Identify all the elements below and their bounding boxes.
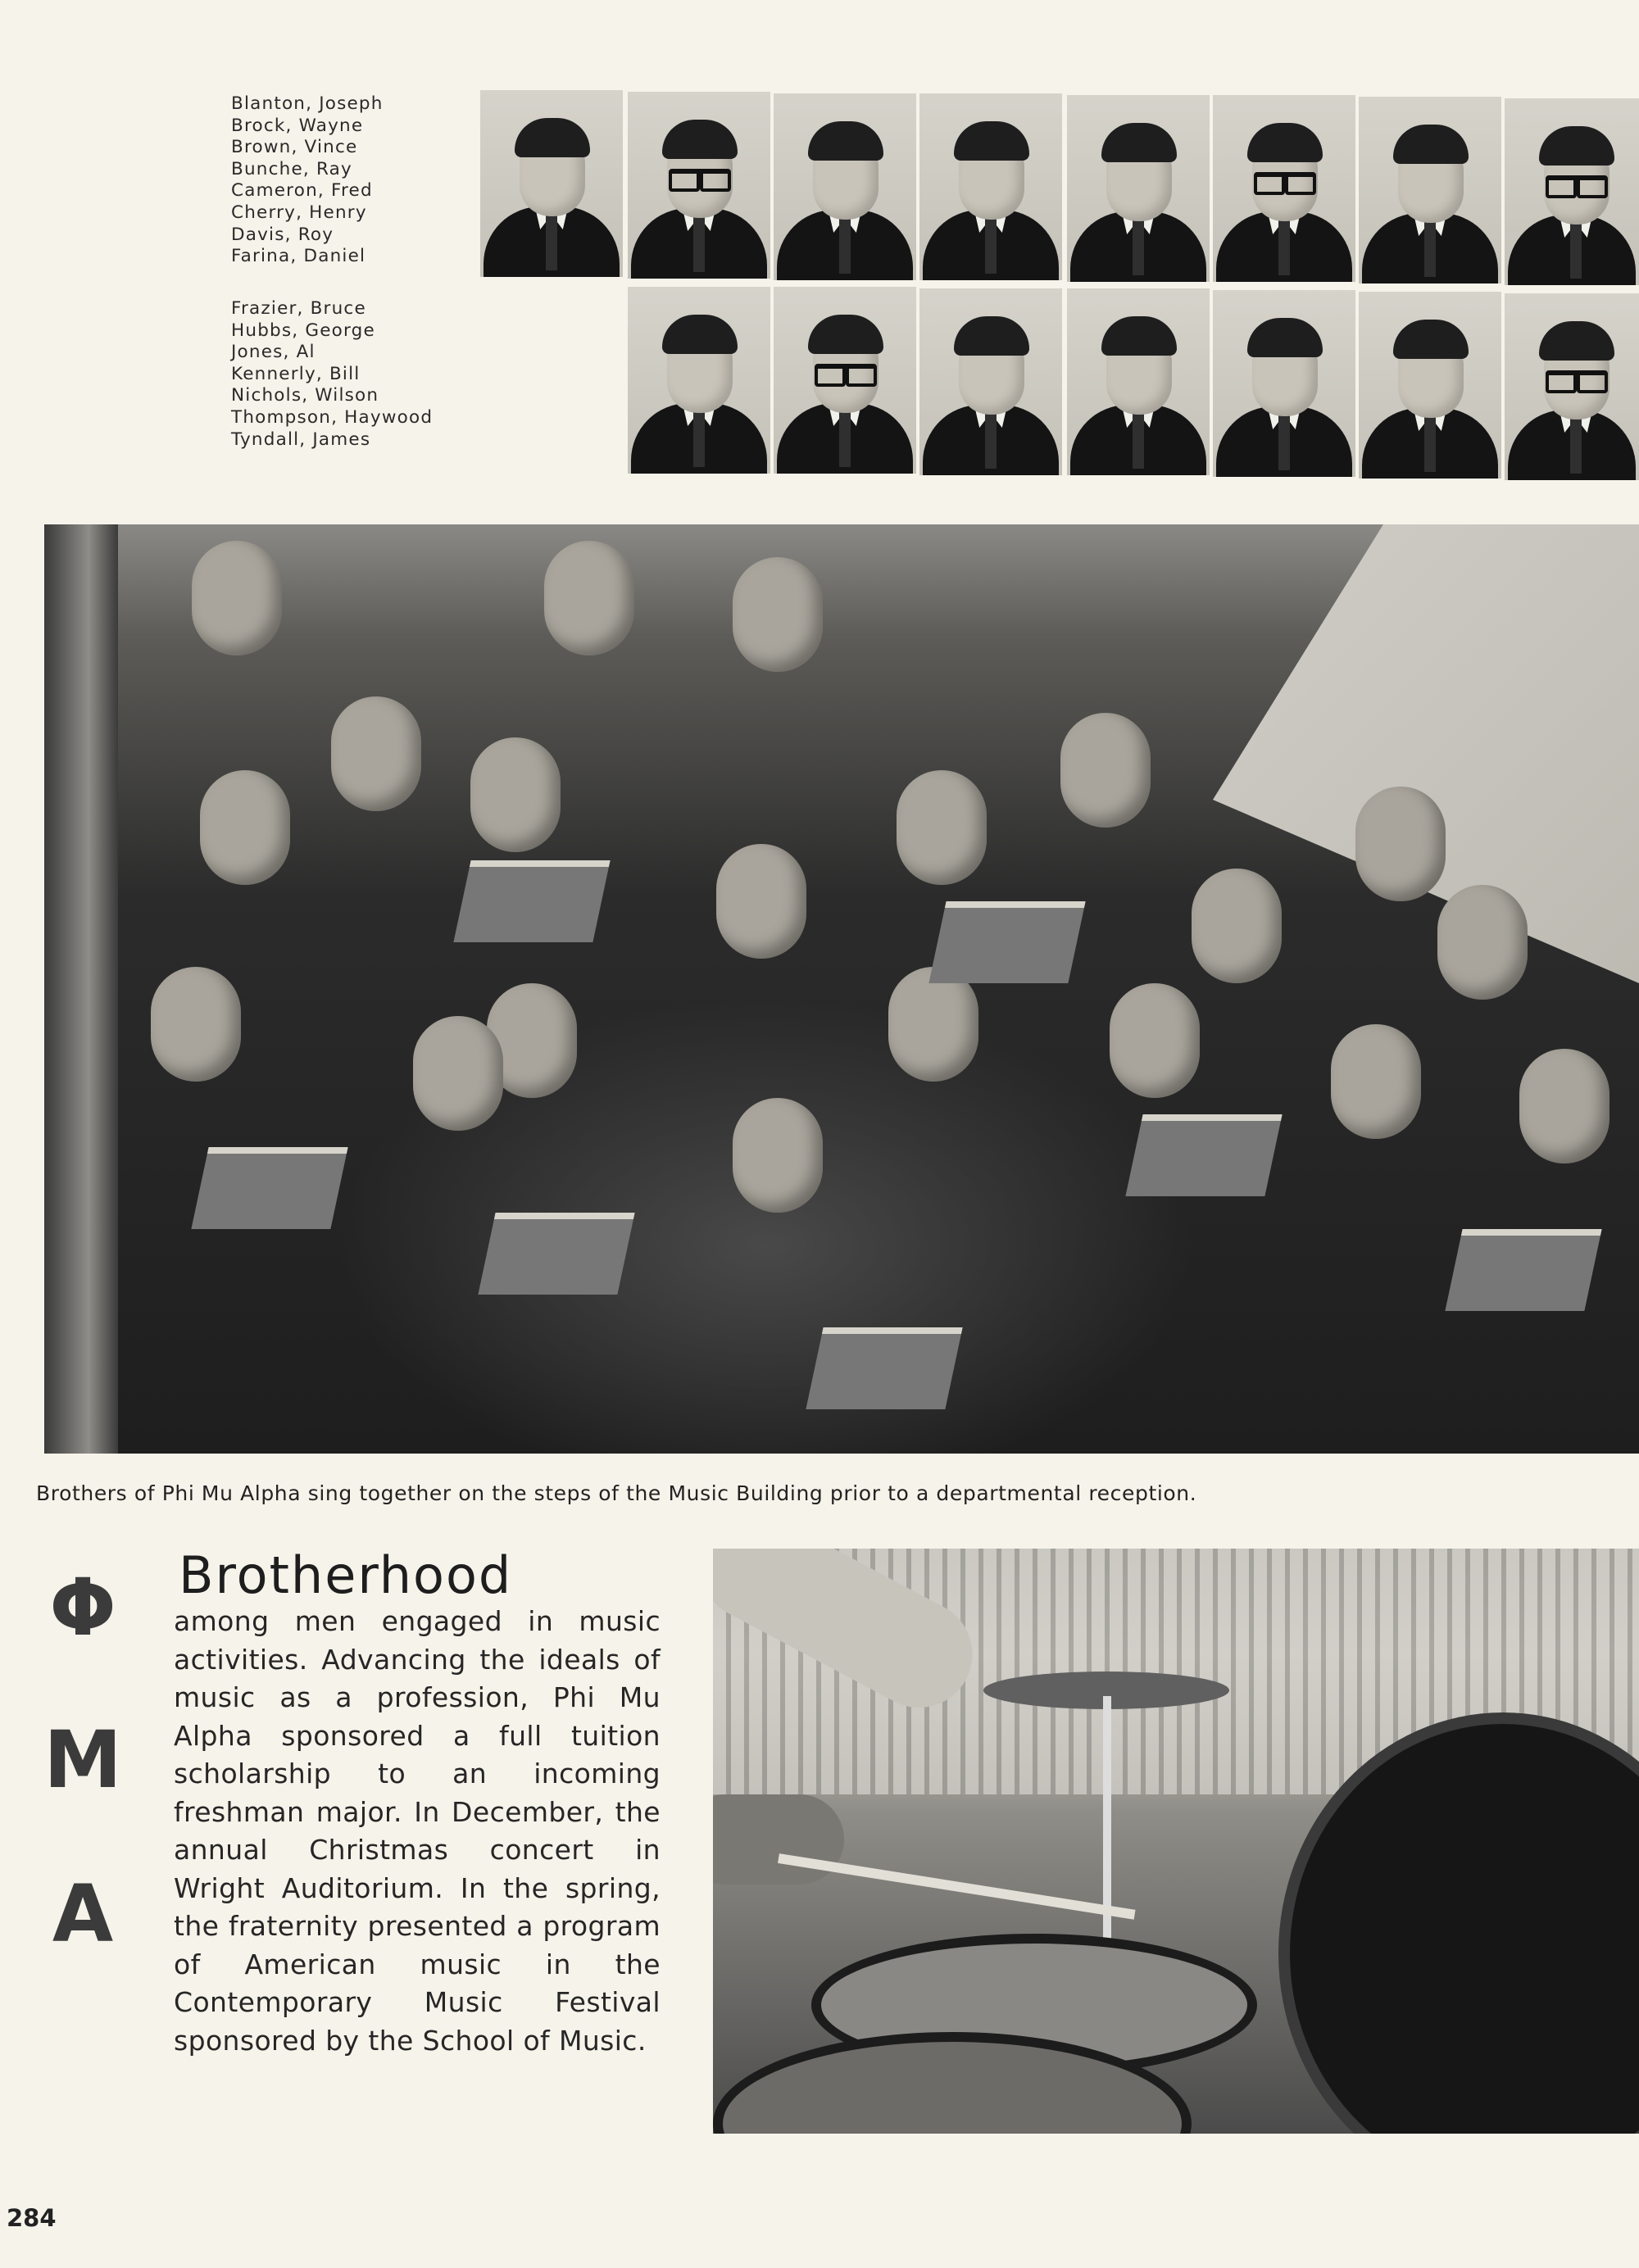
roster-name: Tyndall, James (231, 429, 371, 450)
portrait-photo (919, 288, 1062, 475)
roster-name: Farina, Daniel (231, 246, 366, 267)
portrait-photo (1067, 95, 1210, 282)
choir-photo-caption: Brothers of Phi Mu Alpha sing together on the steps of the Music Building prior to a departmental reception. (36, 1481, 1197, 1505)
roster-name: Kennerly, Bill (231, 363, 361, 384)
portrait-photo (774, 287, 916, 474)
portrait-photo (919, 93, 1062, 280)
portrait-photo (1505, 98, 1639, 285)
roster-list-group-two (231, 298, 477, 451)
roster-name: Brown, Vince (231, 137, 358, 158)
greek-letter-alpha: A (52, 1868, 114, 1960)
article-body: among men engaged in music activities. Advancing the ideals of music as a profession, Phi Mu Alpha sponsored a full tuition scholarship to an incoming freshman major. In December, the annual Christmas concert in Wright Auditorium. In the spring, the fraternity presented a program of American music in the Contemporary Music Festival sponsored by the School of Music. (174, 1605, 661, 2057)
roster-name: Cameron, Fred (231, 180, 373, 202)
roster-name: Blanton, Joseph (231, 93, 384, 114)
portrait-photo (1213, 290, 1355, 477)
roster-name: Bunche, Ray (231, 158, 352, 179)
choir-photo (44, 524, 1639, 1454)
portrait-photo (774, 93, 916, 280)
roster-name: Jones, Al (231, 342, 316, 363)
roster-name: Frazier, Bruce (231, 298, 366, 319)
portrait-photo (1359, 97, 1501, 284)
portrait-photo (1505, 293, 1639, 480)
portrait-photo (628, 287, 770, 474)
drum-photo (713, 1549, 1639, 2134)
roster-name: Davis, Roy (231, 224, 334, 245)
portrait-photo (1359, 292, 1501, 479)
roster-name: Nichols, Wilson (231, 385, 379, 406)
greek-letter-mu: M (43, 1714, 122, 1806)
portrait-photo (1067, 288, 1210, 475)
roster-list-group-one (231, 93, 477, 268)
article-headline: Brotherhood (179, 1545, 513, 1605)
roster-name: Cherry, Henry (231, 202, 367, 223)
greek-letter-phi: Φ (49, 1562, 116, 1653)
portrait-photo (1213, 95, 1355, 282)
page-number: 284 (7, 2204, 57, 2232)
roster-name: Hubbs, George (231, 320, 375, 341)
roster-name: Brock, Wayne (231, 115, 364, 136)
portrait-photo (480, 90, 623, 277)
portrait-photo (628, 92, 770, 279)
roster-name: Thompson, Haywood (231, 406, 434, 428)
